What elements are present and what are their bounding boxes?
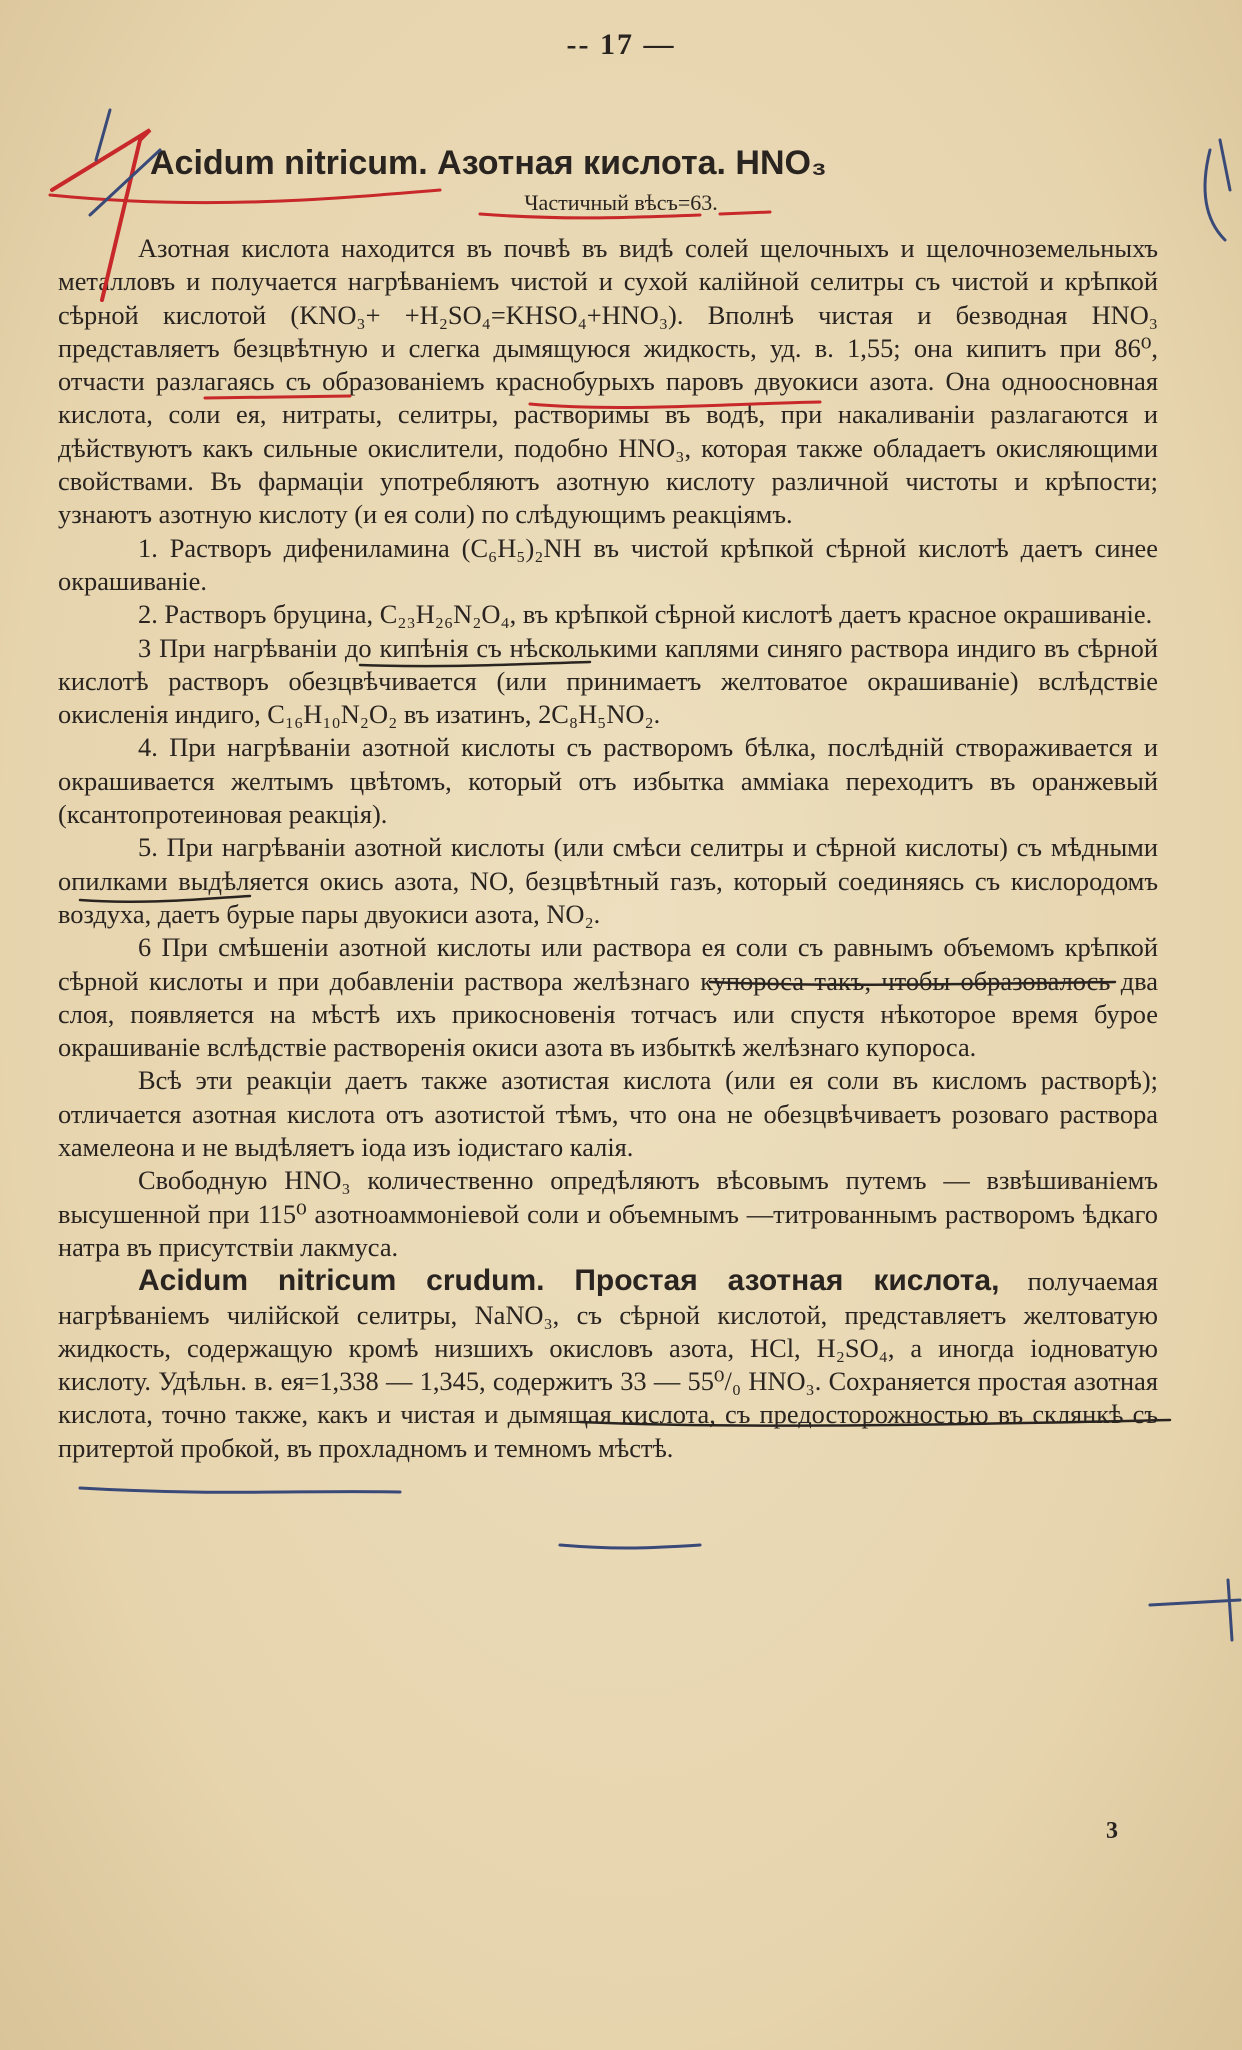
reaction-2: 2. Растворъ бруцина, C₂₃H₂₆N₂O₄, въ крѣпкой сѣрной кислотѣ даетъ красное окрашиваніе. bbox=[138, 599, 1153, 630]
reaction-6: 6 При смѣшеніи азотной кислоты или раствора ея соли съ равнымъ объемомъ крѣпкой сѣрной кислоты и при добавленіи раствора желѣзнаго купороса такъ, чтобы образовалось два слоя, появляется на мѣстѣ ихъ прикосновенія тотчасъ или спустя нѣкоторое время бурое окрашиваніе вслѣдствіе растворенія окиси азота въ избыткѣ желѣзнаго купороса. bbox=[58, 932, 1158, 1063]
page-number-top: -- 17 — bbox=[566, 28, 676, 61]
reaction-5: 5. При нагрѣваніи азотной кислоты (или смѣси селитры и сѣрной кислоты) съ мѣдными опилками выдѣляется окись азота, NO, безцвѣтный газъ, который соединяясь съ кислородомъ воздуха, даетъ бурые пары двуокиси азота, NO₂. bbox=[58, 832, 1158, 929]
nitrous-acid-note: Всѣ эти реакціи даетъ также азотистая кислота (или ея соли въ кисломъ растворѣ); отличается азотная кислота отъ азотистой тѣмъ, что она не обезцвѣчиваетъ розоваго раствора хамелеона и не выдѣляетъ іода изъ іодистаго калія. bbox=[58, 1065, 1158, 1163]
crude-acid-body: получаемая нагрѣваніемъ чилійской селитры, NaNO₃, съ сѣрной кислотой, представляетъ желтоватую жидкость, содержащую кромѣ низшихъ окисловъ азота, HCl, H₂SO₄, а иногда іодноватую кислоту. Удѣльн. в. ея=1,338 — 1,345, содержитъ 33 — 55⁰/₀ HNO₃. Сохраняется простая азотная кислота, точно также, какъ и чистая и дымящая кислота, съ предосторожностью въ склянкѣ съ притертой пробкой, въ прохладномъ и темномъ мѣстѣ. bbox=[58, 1266, 1158, 1463]
crude-acid-section bbox=[58, 1264, 1158, 1465]
quantitative-note: Свободную HNO₃ количественно опредѣляютъ вѣсовымъ путемъ — взвѣшиваніемъ высушенной при 115⁰ азотноаммоніевой соли и объемнымъ —титрованнымъ растворомъ ѣдкаго натра въ присутствіи лакмуса. bbox=[58, 1165, 1158, 1262]
crude-acid-title: Acidum nitricum crudum. Простая азотная кислота, bbox=[138, 1264, 1000, 1298]
article-heading: Acidum nitricum. Азотная кислота. HNO₃ bbox=[150, 144, 827, 182]
reaction-4: 4. При нагрѣваніи азотной кислоты съ растворомъ бѣлка, послѣдній створаживается и окрашивается желтымъ цвѣтомъ, который отъ избытка амміака переходитъ въ оранжевый (ксантопротеиновая реакція). bbox=[58, 732, 1158, 830]
reaction-1: 1. Растворъ дифениламина (C₆H₅)₂NH въ чистой крѣпкой сѣрной кислотѣ даетъ синее окрашиваніе. bbox=[58, 532, 1158, 596]
page-number-bottom: 3 bbox=[1106, 1818, 1118, 1844]
intro-paragraph: Азотная кислота находится въ почвѣ въ видѣ солей щелочныхъ и щелочноземельныхъ металловъ и получается нагрѣваніемъ чистой и сухой калійной селитры съ чистой и крѣпкой сѣрной кислотой (KNO₃+ +H₂SO₄=KHSO₄+HNO₃). Вполнѣ чистая и безводная HNO₃ представляетъ безцвѣтную и слегка дымящуюся жидкость, уд. в. 1,55; она кипитъ при 86⁰, отчасти разлагаясь съ образованіемъ краснобурыхъ паровъ двуокиси азота. Она одноосновная кислота, соли ея, нитраты, селитры, растворимы въ водѣ, при накаливаніи разлагаются и дѣйствуютъ какъ сильные окислители, подобно HNO₃, которая также обладаетъ окисляющими свойствами. Въ фармаціи употребляютъ азотную кислоту различной чистоты и крѣпости; узнаютъ азотную кислоту (и ея соли) по слѣдующимъ реакціямъ. bbox=[58, 233, 1158, 530]
body-text bbox=[58, 232, 1158, 1465]
molecular-weight-line: Частичный вѣсъ=63. bbox=[524, 190, 718, 215]
reaction-3: 3 При нагрѣваніи до кипѣнія съ нѣсколькими каплями синяго раствора индиго въ сѣрной кислотѣ растворъ обезцвѣчивается (или принимаетъ желтоватое окрашиваніе) вслѣдствіе окисленія индиго, C₁₆H₁₀N₂O₂ въ изатинъ, 2C₈H₅NO₂. bbox=[58, 632, 1158, 730]
